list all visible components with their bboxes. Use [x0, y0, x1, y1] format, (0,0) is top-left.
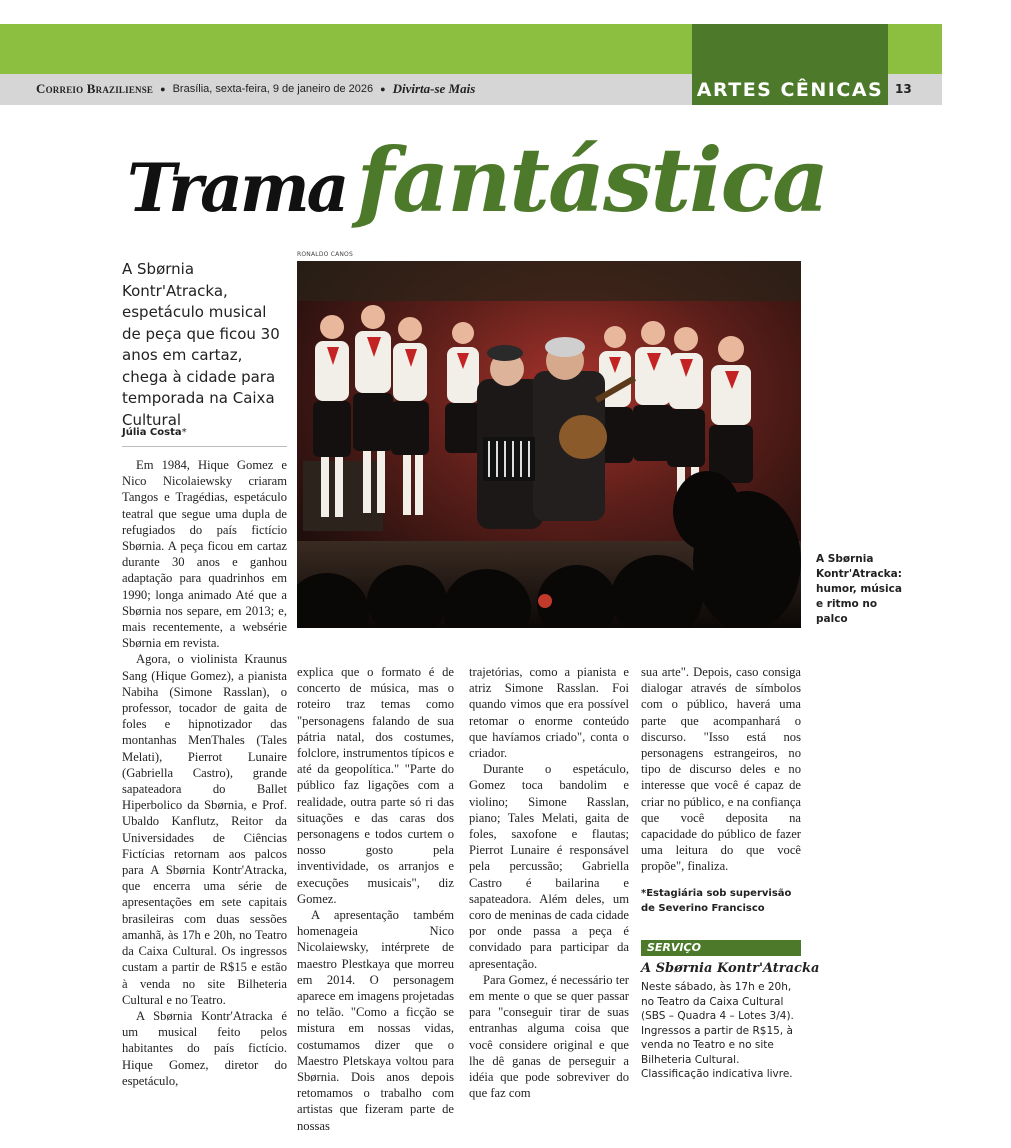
stage-photo-illustration	[297, 261, 801, 628]
service-body: Neste sábado, às 17h e 20h, no Teatro da Caixa Cultural (SBS – Quadra 4 – Lotes 3/4). Ingressos a partir de R$15, à venda no Teatro e no site Bilheteria Cultural. Classificação indicativa livre.	[641, 981, 794, 1080]
headline-part-2: fantástica	[356, 128, 828, 232]
article-column-3	[469, 664, 629, 1101]
author-footnote-mark: *	[181, 427, 187, 438]
author-name: Júlia Costa	[122, 427, 182, 438]
article-paragraph: Durante o espetáculo, Gomez toca bandolim e violino; Simone Rasslan, piano; Tales Melati, gaita de foles, saxofone e flautas; Pierrot Lunaire é responsável pela percussão; Gabriella Castro é bailarina e sapateadora. Além deles, um coro de meninas de cada cidade por onde passa a peça é convidado para participar da apresentação.	[469, 762, 629, 971]
article-paragraph: explica que o formato é de concerto de música, mas o roteiro traz temas como "personagens falando de sua pátria natal, dos costumes, folclore, instrumentos típicos e até da geopolítica." "Parte do público faz ligações com a realidade, outra parte só ri das situações e das caras dos personagens e todos curtem o nosso gosto pela inventividade, os arranjos e execuções musicais", diz Gomez.	[297, 665, 454, 906]
stage-photo	[297, 261, 801, 628]
article-paragraph: trajetórias, como a pianista e atriz Simone Rasslan. Foi quando vimos que era possível retomar o enorme conteúdo que havíamos criado", conta o criador.	[469, 665, 629, 761]
service-label: SERVIÇO	[641, 940, 801, 956]
photo-caption: A Sbørnia Kontr'Atracka: humor, música e ritmo no palco	[816, 553, 902, 625]
article-column-2	[297, 664, 454, 1134]
newspaper-name: Correio Braziliense	[36, 81, 154, 96]
separator-bullet: ●	[160, 84, 166, 94]
lead-paragraph: A Sbørnia Kontr'Atracka, espetáculo musical de peça que ficou 30 anos em cartaz, chega à cidade para temporada na Caixa Cultural	[122, 260, 280, 429]
article-paragraph: A Sbørnia Kontr'Atracka é um musical feito pelos habitantes do país fictício. Hique Gomez, diretor do espetáculo,	[122, 1008, 287, 1088]
page-number: 13	[895, 82, 912, 96]
supplement-name: Divirta-se Mais	[392, 81, 476, 96]
headline-part-1: Trama	[127, 149, 347, 227]
divider	[122, 446, 287, 447]
masthead	[36, 81, 475, 97]
photo-credit: RONALDO CANOS	[297, 251, 353, 258]
headline	[127, 128, 827, 232]
section-label: ARTES CÊNICAS	[696, 78, 884, 101]
article-column-1	[122, 457, 287, 1089]
service-title: A Sbørnia Kontr'Atracka	[641, 961, 820, 976]
article-paragraph: sua arte". Depois, caso consiga dialogar através de símbolos com o público, haverá uma parte que acompanhará o discurso. "Isso está nos personagens estrangeiros, no tipo de discurso deles e no interesse que você é capaz de criar no público, e na confiança que você deposita na capacidade do público de fazer uma leitura do que você propõe", finaliza.	[641, 665, 801, 874]
article-paragraph: Agora, o violinista Kraunus Sang (Hique Gomez), a pianista Nabiha (Simone Rasslan), o professor, tocador de gaita de foles e hipnotizador das montanhas MenThales (Tales Melati), Pierrot Lunaire (Gabriella Castro), grande sapateadora do Ballet Hiperbolico da Sbørnia, e Prof. Ubaldo Kanflutz, Reitor da Universidades de Ciências Fictícias retornam aos palcos para A Sbørnia Kontr'Atracka, que encerra uma série de apresentações em sete capitais brasileiras com duas sessões amanhã, às 17h e 20h, no Teatro da Caixa Cultural. Os ingressos custam a partir de R$15 e estão à venda no site Bilheteria Cultural e no Teatro.	[122, 652, 287, 1007]
article-paragraph: Para Gomez, é necessário ter em mente o que se quer passar para "conseguir tirar de suas entranhas alguma coisa que você considere original e que lhe dê ganas de perseguir a idéia que pode sobreviver do que faz com	[469, 972, 629, 1101]
article-column-4	[641, 664, 801, 875]
article-paragraph: A apresentação também homenageia Nico Nicolaiewsky, intérprete de maestro Plestkaya que morreu em 2014. O personagem aparece em imagens projetadas no telão. "Como a ficção se mistura em nossas vidas, costumamos dizer que o Maestro Pletskaya voltou para Sbørnia. Dois anos depois retomamos o trabalho com artistas que fizeram parte de nossas	[297, 908, 454, 1133]
dateline: Brasília, sexta-feira, 9 de janeiro de 2026	[172, 83, 374, 95]
separator-bullet: ●	[380, 84, 386, 94]
byline	[122, 427, 187, 438]
author-footnote: *Estagiária sob supervisão de Severino Francisco	[641, 888, 792, 914]
article-paragraph: Em 1984, Hique Gomez e Nico Nicolaiewsky criaram Tangos e Tragédias, espetáculo teatral que segue uma dupla de refugiados do país fictício Sbørnia. A peça ficou em cartaz durante 30 anos e ganhou adaptação para quadrinhos em 1990; longa animado Até que a Sbørnia nos separe, em 2013; e, mais recentemente, a websérie Sbørnia em revista.	[122, 458, 287, 651]
